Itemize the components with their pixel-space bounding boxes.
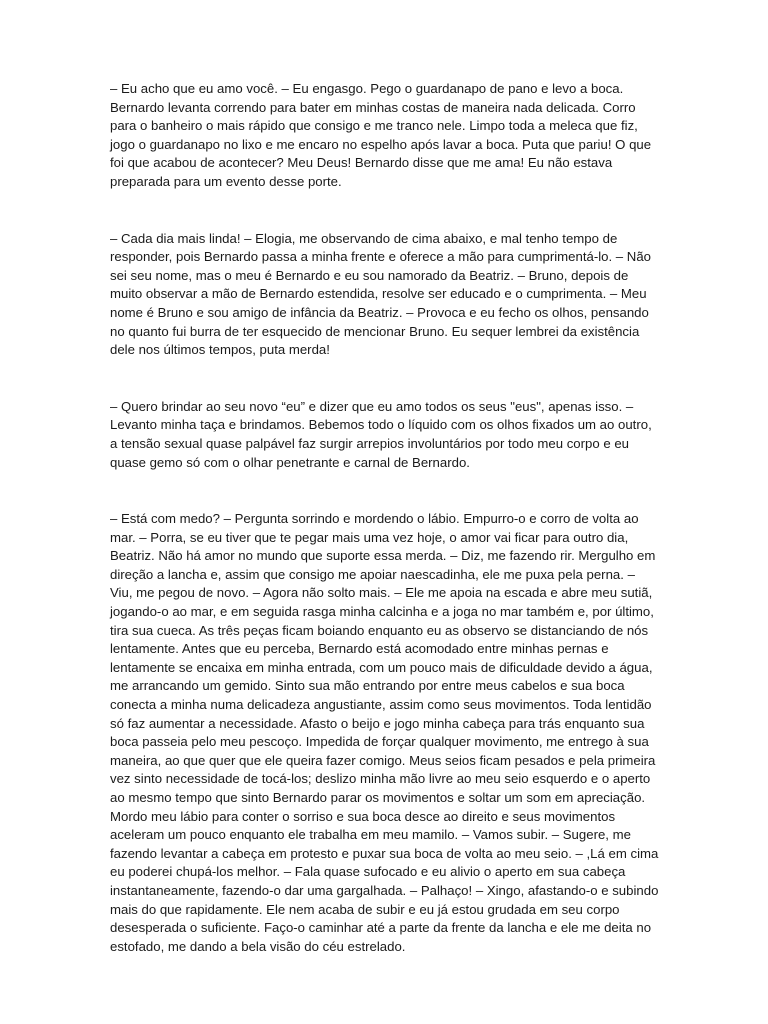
paragraph-2: – Cada dia mais linda! – Elogia, me observando de cima abaixo, e mal tenho tempo de responder, pois Bernardo passa a minha frente e oferece a mão para cumprimentá-lo. – Não sei seu nome, mas o meu é Bernardo e eu sou namorado da Beatriz. – Bruno, depois de muito observar a mão de Bernardo estendida, resolve ser educado e o cumprimenta. – Meu nome é Bruno e sou amigo de infância da Beatriz. – Provoca e eu fecho os olhos, pensando no quanto fui burra de ter esquecido de mencionar Bruno. Eu sequer lembrei da existência dele nos últimos tempos, puta merda! bbox=[110, 230, 651, 358]
paragraph-3: – Quero brindar ao seu novo “eu” e dizer que eu amo todos os seus "eus", apenas isso. – Levanto minha taça e brindamos. Bebemos todo o líquido com os olhos fixados um ao outro, a tensão sexual quase palpável faz surgir arrepios involuntários por todo meu corpo e eu quase gemo só com o olhar penetrante e carnal de Bernardo. bbox=[110, 398, 652, 470]
paragraph-1: – Eu acho que eu amo você. – Eu engasgo. Pego o guardanapo de pano e levo a boca. Bernardo levanta correndo para bater em minhas costas de maneira nada delicada. Corro para o banheiro o mais rápido que consigo e me tranco nele. Limpo toda a meleca que fiz, jogo o guardanapo no lixo e me encaro no espelho após lavar a boca. Puta que pariu! O que foi que acabou de acontecer? Meu Deus! Bernardo disse que me ama! Eu não estava preparada para um evento desse porte. bbox=[110, 81, 652, 189]
paragraph-4: – Está com medo? – Pergunta sorrindo e mordendo o lábio. Empurro-o e corro de volta ao mar. – Porra, se eu tiver que te pegar mais uma vez hoje, o amor vai ficar para outro dia, Beatriz. Não há amor no mundo que suporte essa merda. – Diz, me fazendo rir. Mergulho em direção a lancha e, assim que consigo me apoiar naescadinha, ele me puxa pela perna. – Viu, me pegou de novo. – Agora não solto mais. – Ele me apoia na escada e abre meu sutiã, jogando-o ao mar, e em seguida rasga minha calcinha e a joga no mar também e, por último, tira sua cueca. As três peças ficam boiando enquanto eu as observo se distanciando de nós lentamente. Antes que eu perceba, Bernardo está acomodado entre minhas pernas e lentamente se encaixa em minha entrada, com um pouco mais de dificuldade devido a água, me arrancando um gemido. Sinto sua mão entrando por entre meus cabelos e sua boca conecta a minha numa delicadeza angustiante, assim como seus movimentos. Toda lentidão só faz aumentar a necessidade. Afasto o beijo e jogo minha cabeça para trás enquanto sua boca passeia pelo meu pescoço. Impedida de forçar qualquer movimento, me entrego à sua maneira, ao que quer que ele queira fazer comigo. Meus seios ficam pesados e pela primeira vez sinto necessidade de tocá-los; deslizo minha mão livre ao meu seio esquerdo e o aperto ao mesmo tempo que sinto Bernardo parar os movimentos e soltar um som em apreciação. Mordo meu lábio para conter o sorriso e sua boca desce ao direito e seus movimentos aceleram um pouco enquanto ele trabalha em meu mamilo. – Vamos subir. – Sugere, me fazendo levantar a cabeça em protesto e puxar sua boca de volta ao meu seio. – ,Lá em cima eu poderei chupá-los melhor. – Fala quase sufocado e eu alivio o aperto em sua cabeça instantaneamente, fazendo-o dar uma gargalhada. – Palhaço! – Xingo, afastando-o e subindo mais do que rapidamente. Ele nem acaba de subir e eu já estou grudada em seu corpo desesperada o suficiente. Faço-o caminhar até a parte da frente da lancha e ele me deita no estofado, me dando a bela visão do céu estrelado. bbox=[110, 511, 659, 954]
